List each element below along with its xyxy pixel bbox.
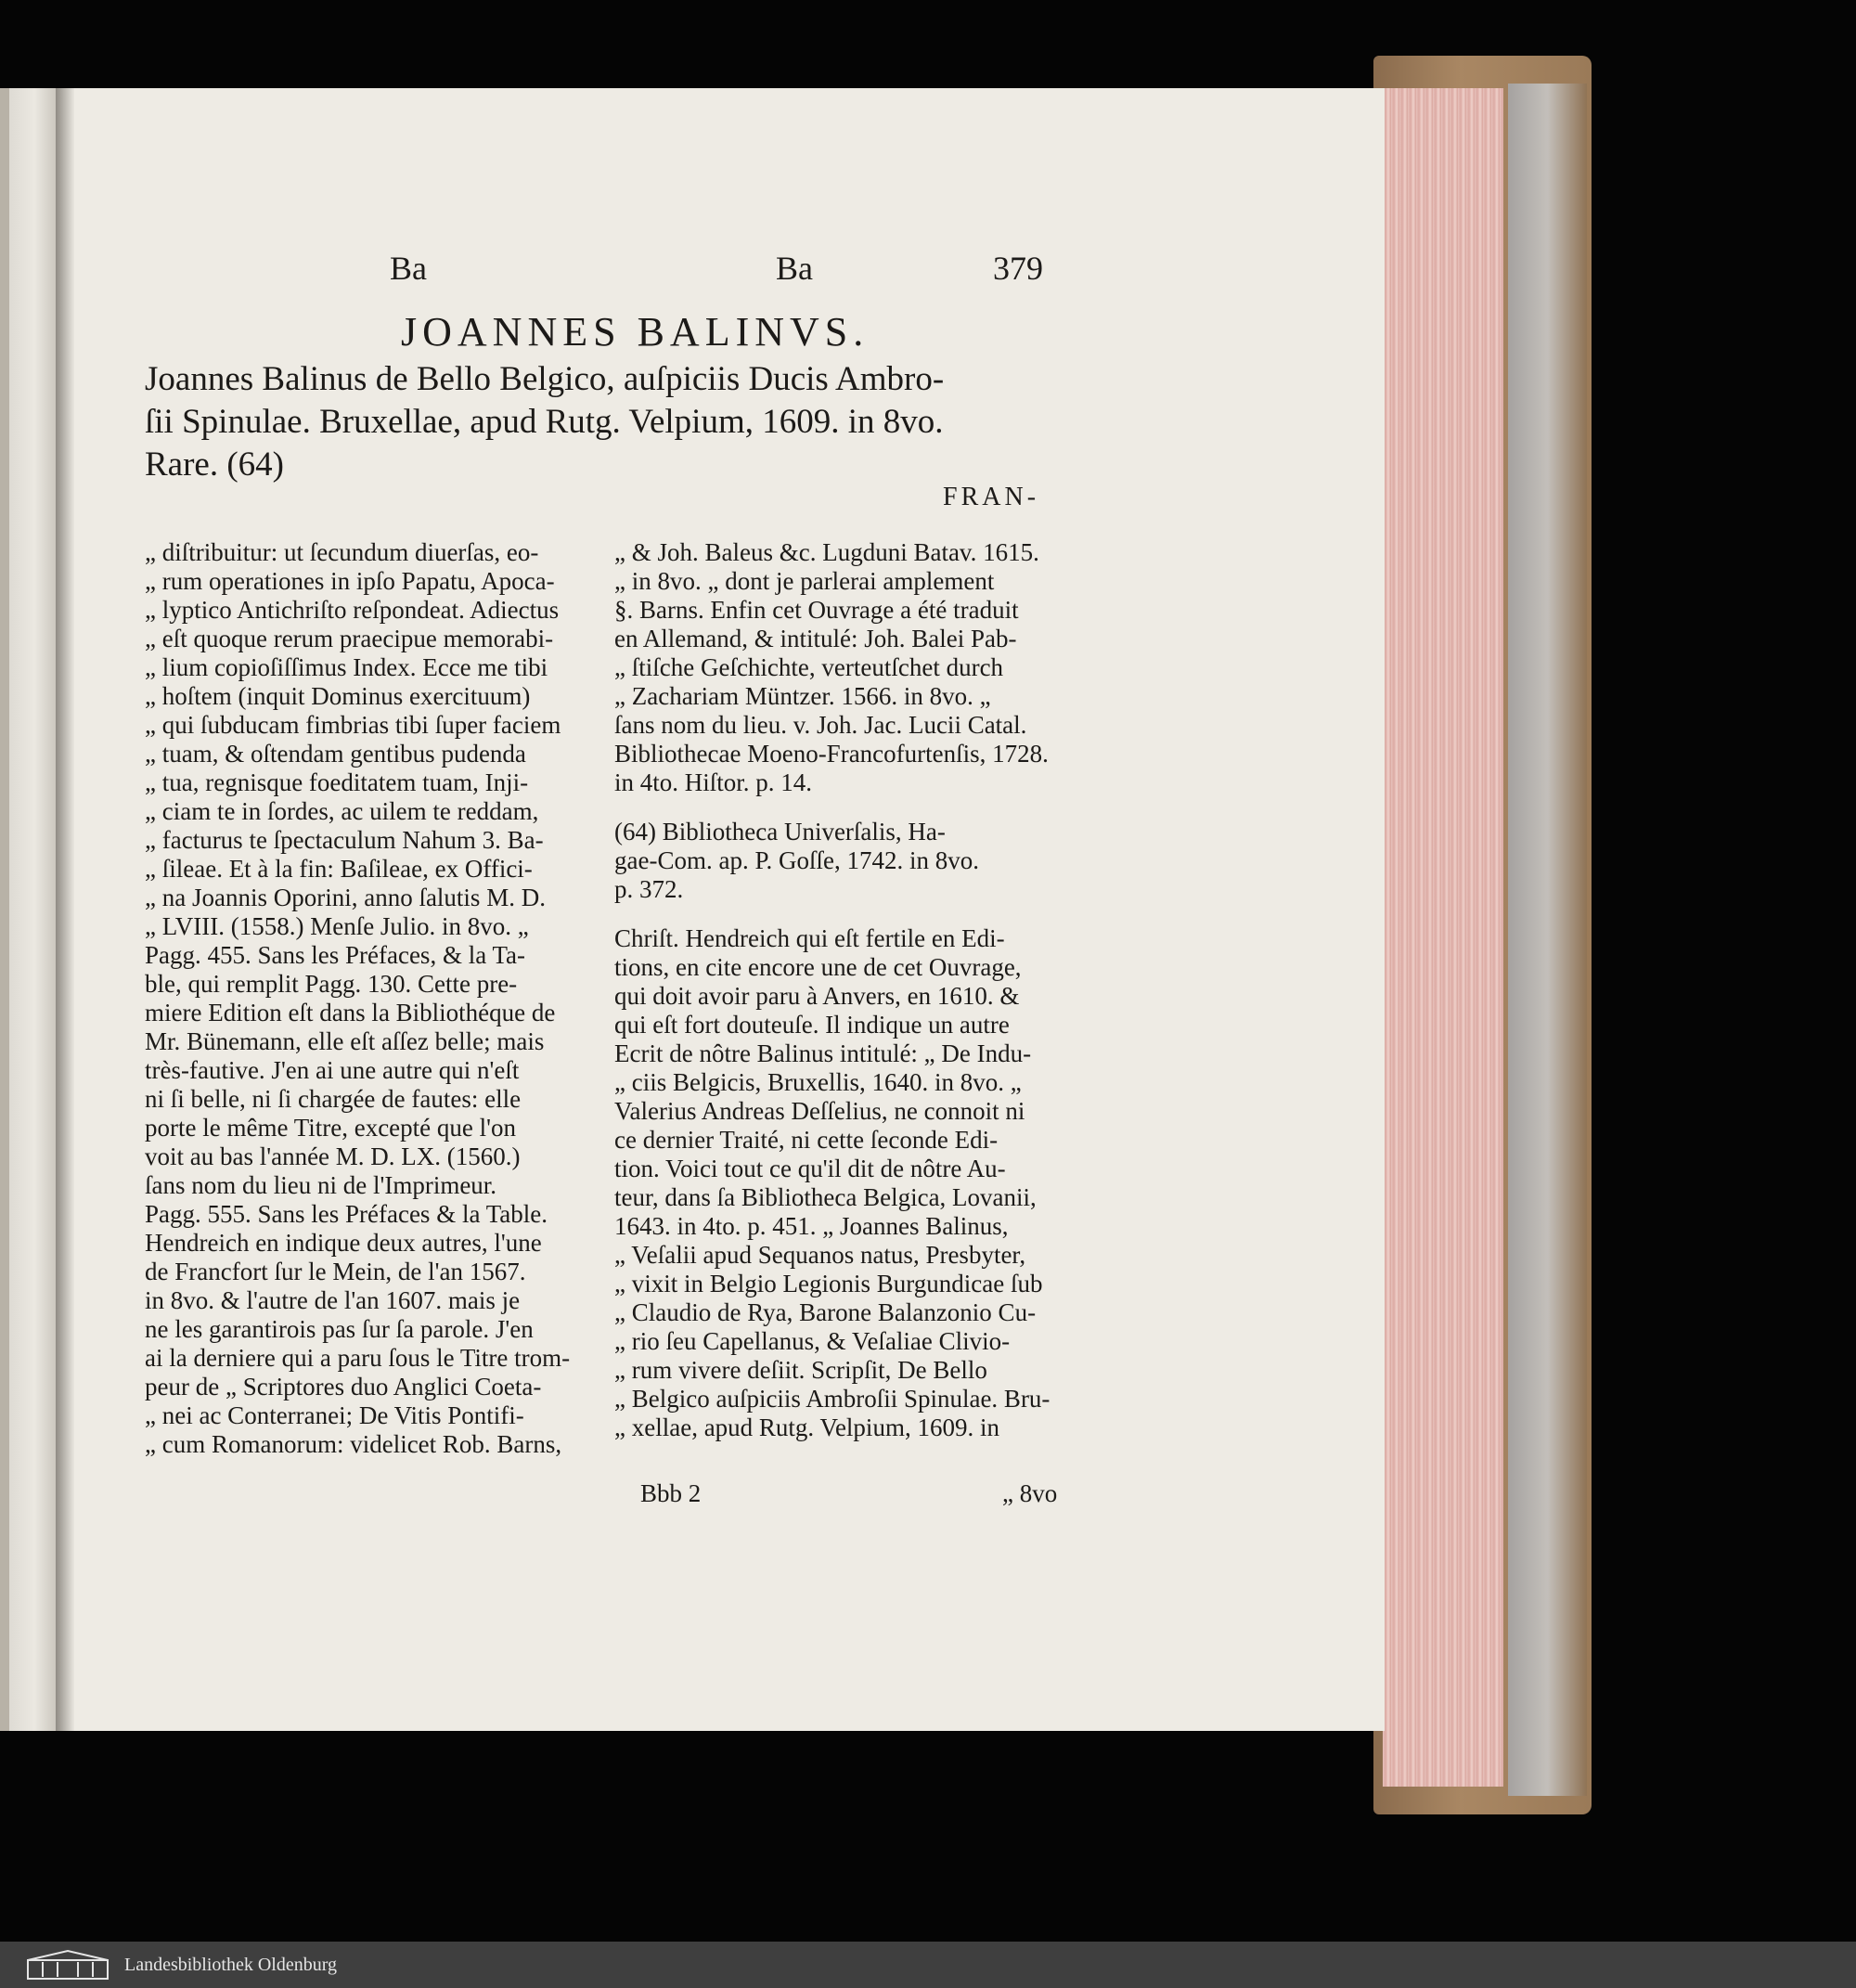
page-gutter bbox=[56, 88, 74, 1731]
text-line: tions, en cite encore une de cet Ouvrage, bbox=[614, 953, 1022, 981]
text-line: „ hoſtem (inquit Dominus exercituum) bbox=[145, 682, 531, 710]
text-line: Hendreich en indique deux autres, l'une bbox=[145, 1229, 542, 1257]
text-line: „ rum operationes in ipſo Papatu, Apoca- bbox=[145, 567, 555, 595]
text-line: 1643. in 4to. p. 451. „ Joannes Balinus, bbox=[614, 1212, 1009, 1240]
text-line: „ qui ſubducam fimbrias tibi ſuper faciem bbox=[145, 711, 561, 739]
catchword-bottom: „ 8vo bbox=[1002, 1479, 1058, 1507]
text-line: „ LVIII. (1558.) Menſe Julio. in 8vo. „ bbox=[145, 912, 529, 940]
text-line: Pagg. 555. Sans les Préfaces & la Table. bbox=[145, 1200, 548, 1228]
text-line: peur de „ Scriptores duo Anglici Coeta- bbox=[145, 1373, 542, 1401]
signature-mark: Bbb 2 bbox=[640, 1479, 702, 1507]
right-column bbox=[614, 538, 1050, 1442]
text-line: §. Barns. Enfin cet Ouvrage a été traduit bbox=[614, 596, 1019, 624]
text-line: in 4to. Hiſtor. p. 14. bbox=[614, 768, 813, 796]
text-line: Bibliothecae Moeno-Francofurtenſis, 1728. bbox=[614, 740, 1049, 768]
text-line: ſans nom du lieu. v. Joh. Jac. Lucii Catal. bbox=[614, 711, 1027, 739]
text-line: „ Claudio de Rya, Barone Balanzonio Cu- bbox=[614, 1298, 1037, 1326]
text-line: miere Edition eſt dans la Bibliothéque de bbox=[145, 999, 556, 1026]
text-line: „ na Joannis Oporini, anno ſalutis M. D. bbox=[145, 884, 546, 911]
text-line: „ facturus te ſpectaculum Nahum 3. Ba- bbox=[145, 826, 544, 854]
page-edge-shade bbox=[1508, 84, 1587, 1796]
text-line: ble, qui remplit Pagg. 130. Cette pre- bbox=[145, 970, 518, 998]
text-line: (64) Bibliotheca Univerſalis, Ha- bbox=[614, 818, 946, 846]
text-line: „ cum Romanorum: videlicet Rob. Barns, bbox=[145, 1430, 562, 1458]
text-line: „ tua, regnisque foeditatem tuam, Inji- bbox=[145, 768, 529, 796]
biblio-line: Rare. (64) bbox=[145, 445, 284, 484]
text-line: „ xellae, apud Rutg. Velpium, 1609. in bbox=[614, 1414, 999, 1441]
text-line: Ecrit de nôtre Balinus intitulé: „ De Indu- bbox=[614, 1039, 1032, 1067]
text-line: „ eſt quoque rerum praecipue memorabi- bbox=[145, 625, 554, 652]
text-line: „ ciam te in ſordes, ac uilem te reddam, bbox=[145, 797, 539, 825]
text-line: ni ſi belle, ni ſi chargée de fautes: elle bbox=[145, 1085, 522, 1113]
text-line: „ in 8vo. „ dont je parlerai amplement bbox=[614, 567, 995, 595]
paragraph-gap bbox=[614, 797, 1050, 818]
text-line: „ vixit in Belgio Legionis Burgundicae ſub bbox=[614, 1270, 1043, 1297]
text-line: „ & Joh. Baleus &c. Lugduni Batav. 1615. bbox=[614, 538, 1039, 566]
text-line: Valerius Andreas Deſſelius, ne connoit ni bbox=[614, 1097, 1025, 1125]
text-line: p. 372. bbox=[614, 875, 684, 903]
text-line: „ nei ac Conterranei; De Vitis Pontifi- bbox=[145, 1401, 524, 1429]
text-line: qui doit avoir paru à Anvers, en 1610. & bbox=[614, 982, 1020, 1010]
header-left: Ba bbox=[390, 250, 427, 287]
text-line: „ ſileae. Et à la fin: Baſileae, ex Offici- bbox=[145, 855, 533, 883]
left-column bbox=[145, 538, 581, 1459]
text-line: „ lyptico Antichriſto reſpondeat. Adiectus bbox=[145, 596, 560, 624]
text-line: Mr. Bünemann, elle eſt aſſez belle; mais bbox=[145, 1027, 545, 1055]
text-line: „ ciis Belgicis, Bruxellis, 1640. in 8vo. „ bbox=[614, 1068, 1022, 1096]
text-line: ce dernier Traité, ni cette ſeconde Edi- bbox=[614, 1126, 999, 1154]
entry-title: JOANNES BALINVS. bbox=[401, 309, 870, 355]
text-line: „ Zachariam Müntzer. 1566. in 8vo. „ bbox=[614, 682, 991, 710]
text-line: voit au bas l'année M. D. LX. (1560.) bbox=[145, 1142, 521, 1170]
text-line: très-fautive. J'en ai une autre qui n'eſt bbox=[145, 1056, 520, 1084]
page-number: 379 bbox=[993, 250, 1043, 287]
paragraph-gap bbox=[614, 904, 1050, 924]
text-line: Pagg. 455. Sans les Préfaces, & la Ta- bbox=[145, 941, 526, 969]
biblio-line: Joannes Balinus de Bello Belgico, auſpiciis Ducis Ambro- bbox=[145, 360, 945, 398]
footer-library-name: Landesbibliothek Oldenburg bbox=[124, 1955, 338, 1975]
text-line: „ Belgico auſpiciis Ambroſii Spinulae. Bru- bbox=[614, 1385, 1050, 1413]
text-line: tion. Voici tout ce qu'il dit de nôtre Au- bbox=[614, 1155, 1006, 1182]
page-edges bbox=[1383, 88, 1503, 1787]
text-line: gae-Com. ap. P. Goſſe, 1742. in 8vo. bbox=[614, 846, 979, 874]
text-line: teur, dans ſa Bibliotheca Belgica, Lovanii, bbox=[614, 1183, 1037, 1211]
biblio-line: ſii Spinulae. Bruxellae, apud Rutg. Velpium, 1609. in 8vo. bbox=[145, 403, 944, 441]
library-building-icon bbox=[26, 1949, 110, 1981]
bibliographic-entry bbox=[145, 358, 1054, 486]
text-line: de Francfort ſur le Mein, de l'an 1567. bbox=[145, 1258, 526, 1285]
text-line: „ tuam, & oſtendam gentibus pudenda bbox=[145, 740, 526, 768]
text-line: „ Veſalii apud Sequanos natus, Presbyter, bbox=[614, 1241, 1026, 1269]
text-line: „ ſtiſche Geſchichte, verteutſchet durch bbox=[614, 653, 1004, 681]
text-line: qui eſt fort douteuſe. Il indique un autre bbox=[614, 1011, 1010, 1039]
text-line: „ lium copioſiſſimus Index. Ecce me tibi bbox=[145, 653, 548, 681]
left-page-edge bbox=[0, 88, 9, 1731]
text-line: ne les garantirois pas ſur ſa parole. J'en bbox=[145, 1315, 534, 1343]
text-line: porte le même Titre, excepté que l'on bbox=[145, 1114, 517, 1142]
text-line: „ rum vivere deſiit. Scripſit, De Bello bbox=[614, 1356, 987, 1384]
text-line: „ diſtribuitur: ut ſecundum diuerſas, eo- bbox=[145, 538, 539, 566]
text-line: Chriſt. Hendreich qui eſt fertile en Edi- bbox=[614, 924, 1005, 952]
text-line: „ rio ſeu Capellanus, & Veſaliae Clivio- bbox=[614, 1327, 1011, 1355]
catchword-top: FRAN- bbox=[943, 483, 1040, 511]
text-line: ſans nom du lieu ni de l'Imprimeur. bbox=[145, 1171, 497, 1199]
header-center: Ba bbox=[776, 250, 813, 287]
text-line: in 8vo. & l'autre de l'an 1607. mais je bbox=[145, 1286, 521, 1314]
text-line: ai la derniere qui a paru ſous le Titre trom- bbox=[145, 1344, 571, 1372]
text-line: en Allemand, & intitulé: Joh. Balei Pab- bbox=[614, 625, 1017, 652]
